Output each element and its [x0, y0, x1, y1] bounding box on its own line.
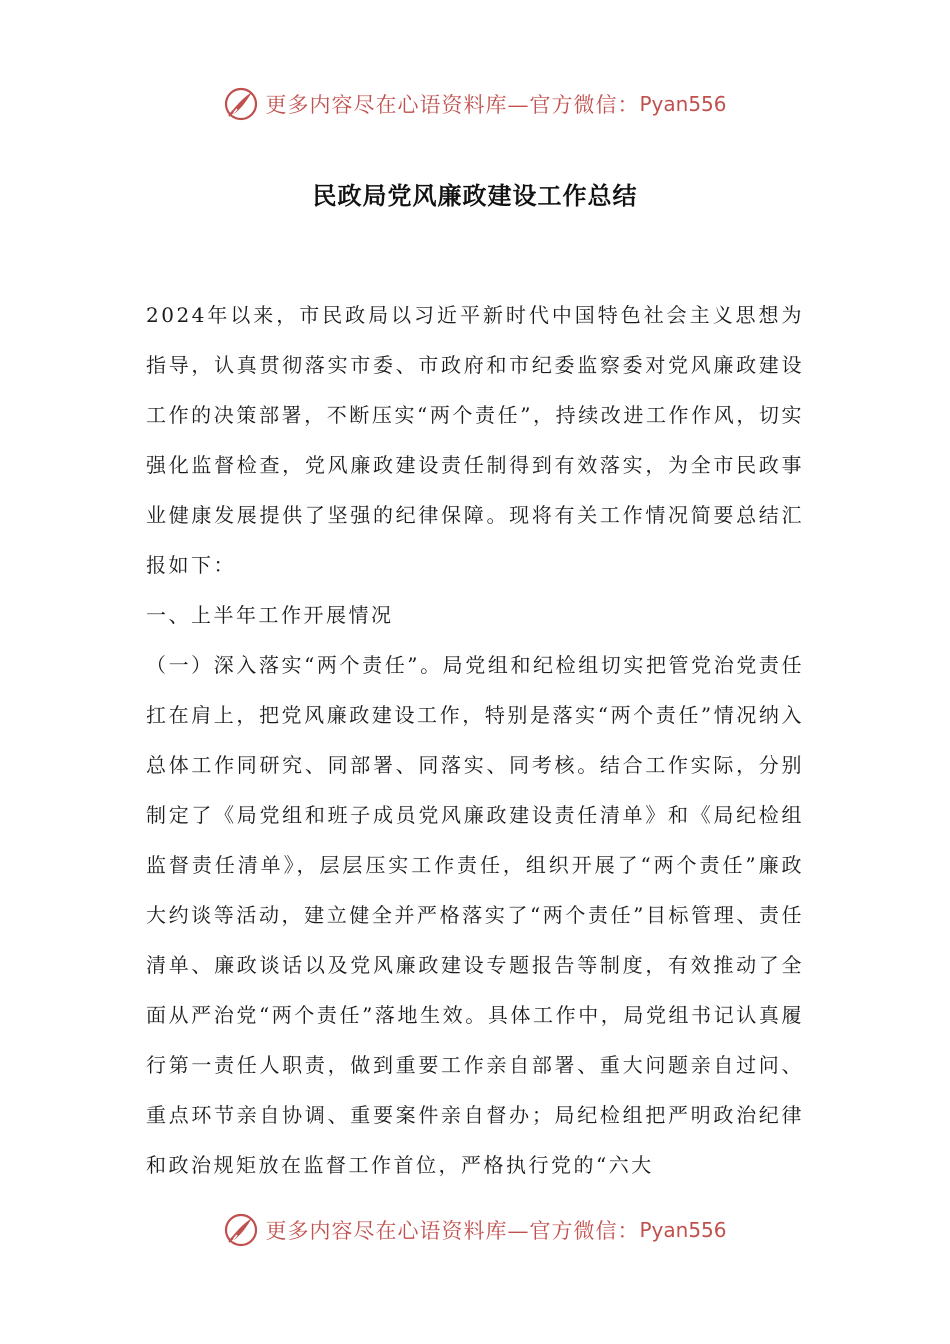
subsection-paragraph: （一）深入落实“两个责任”。局党组和纪检组切实把管党治党责任扛在肩上，把党风廉政建设工作，特别是落实“两个责任”情况纳入总体工作同研究、同部署、同落实、同考核。结合工作实际，分别制定了《局党组和班子成员党风廉政建设责任清单》和《局纪检组监督责任清单》，层层压实工作责任，组织开展了“两个责任”廉政大约谈等活动，建立健全并严格落实了“两个责任”目标管理、责任清单、廉政谈话以及党风廉政建设专题报告等制度，有效推动了全面从严治党“两个责任”落地生效。具体工作中，局党组书记认真履行第一责任人职责，做到重要工作亲自部署、重大问题亲自过问、重点环节亲自协调、重要案件亲自督办；局纪检组把严明政治纪律和政治规矩放在监督工作首位，严格执行党的“六大 [146, 653, 804, 1177]
document-title: 民政局党风廉政建设工作总结 [312, 181, 638, 210]
section-heading: 一、上半年工作开展情况 [146, 603, 394, 627]
header-wechat-id: Pyan556 [639, 92, 727, 116]
header-banner-text: 更多内容尽在心语资料库—官方微信： [265, 93, 640, 117]
footer-banner [0, 1208, 950, 1252]
header-banner [0, 82, 950, 126]
quill-pen-logo-icon [223, 1212, 259, 1248]
footer-wechat-id: Pyan556 [639, 1218, 727, 1242]
intro-paragraph: 2024年以来，市民政局以习近平新时代中国特色社会主义思想为指导，认真贯彻落实市委、市政府和市纪委监察委对党风廉政建设工作的决策部署，不断压实“两个责任”，持续改进工作作风，切实强化监督检查，党风廉政建设责任制得到有效落实，为全市民政事业健康发展提供了坚强的纪律保障。现将有关工作情况简要总结汇报如下： [146, 303, 804, 577]
quill-pen-logo-icon [223, 86, 259, 122]
footer-banner-text: 更多内容尽在心语资料库—官方微信： [265, 1219, 640, 1243]
document-body [146, 290, 804, 1190]
